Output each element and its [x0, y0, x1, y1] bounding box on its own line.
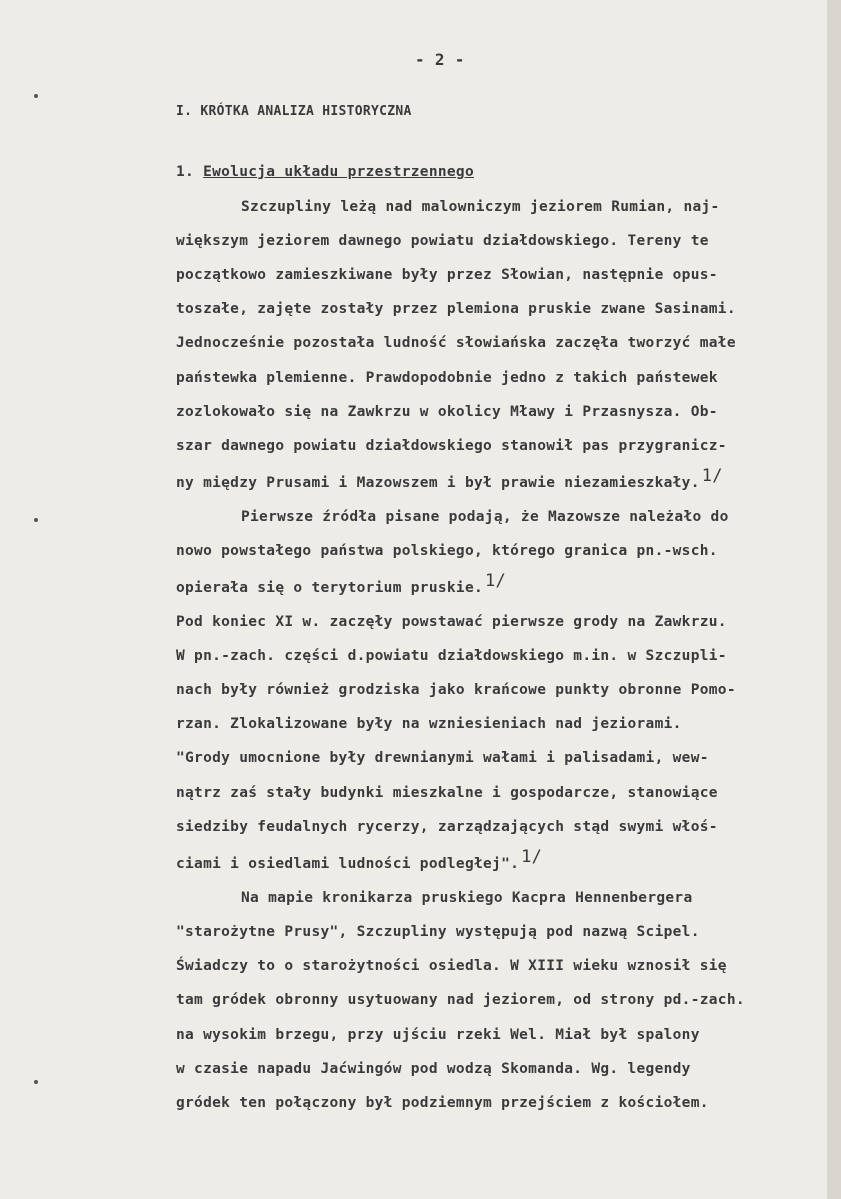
text-line: szar dawnego powiatu działdowskiego stanowił pas przygranicz- — [176, 438, 727, 454]
text-line — [176, 466, 723, 492]
text-line: "Grody umocnione były drewnianymi wałami i palisadami, wew- — [176, 750, 709, 766]
punch-hole — [34, 94, 38, 98]
text-line-content: ny między Prusami i Mazowszem i był prawie niezamieszkały. — [176, 475, 700, 491]
text-line — [176, 571, 507, 597]
text-line: Jednocześnie pozostała ludność słowiańska zaczęła tworzyć małe — [176, 335, 736, 351]
text-line: większym jeziorem dawnego powiatu działdowskiego. Tereny te — [176, 233, 709, 249]
text-line: Pierwsze źródła pisane podają, że Mazowsze należało do — [241, 509, 729, 525]
text-line: nątrz zaś stały budynki mieszkalne i gospodarcze, stanowiące — [176, 785, 718, 801]
text-line: nach były również grodziska jako krańcowe punkty obronne Pomo- — [176, 682, 736, 698]
subsection-title — [176, 164, 474, 180]
text-line-content: opierała się o terytorium pruskie. — [176, 580, 484, 596]
text-line: "starożytne Prusy", Szczupliny występują pod nazwą Scipel. — [176, 924, 700, 940]
punch-hole — [34, 1080, 38, 1084]
section-heading: I. KRÓTKA ANALIZA HISTORYCZNA — [176, 104, 412, 119]
page-number: - 2 - — [415, 50, 465, 69]
subsection-number: 1. — [176, 164, 195, 180]
text-line: w czasie napadu Jaćwingów pod wodzą Skomanda. Wg. legendy — [176, 1061, 691, 1077]
text-line: Świadczy to o starożytności osiedla. W XIII wieku wznosił się — [176, 958, 727, 974]
text-line: nowo powstałego państwa polskiego, którego granica pn.-wsch. — [176, 543, 718, 559]
text-line: Na mapie kronikarza pruskiego Kacpra Hennenbergera — [241, 890, 693, 906]
punch-hole — [34, 518, 38, 522]
subsection-text: Ewolucja układu przestrzennego — [203, 164, 474, 180]
text-line: Pod koniec XI w. zaczęły powstawać pierwsze grody na Zawkrzu. — [176, 614, 727, 630]
text-line: początkowo zamieszkiwane były przez Słowian, następnie opus- — [176, 267, 718, 283]
footnote-mark: 1/ — [485, 571, 507, 591]
text-line: państewka plemienne. Prawdopodobnie jedno z takich państewek — [176, 370, 718, 386]
footnote-mark: 1/ — [521, 847, 543, 867]
text-line-content: ciami i osiedlami ludności podległej". — [176, 856, 520, 872]
footnote-mark: 1/ — [701, 466, 723, 486]
text-line: W pn.-zach. części d.powiatu działdowskiego m.in. w Szczupli- — [176, 648, 727, 664]
text-line: gródek ten połączony był podziemnym przejściem z kościołem. — [176, 1095, 709, 1111]
page-edge — [827, 0, 841, 1199]
text-line: Szczupliny leżą nad malowniczym jeziorem Rumian, naj- — [241, 199, 720, 215]
text-line: siedziby feudalnych rycerzy, zarządzających stąd swymi włoś- — [176, 819, 718, 835]
text-line — [176, 847, 543, 873]
text-line: zozlokowało się na Zawkrzu w okolicy Mławy i Przasnysza. Ob- — [176, 404, 718, 420]
text-line: rzan. Zlokalizowane były na wzniesieniach nad jeziorami. — [176, 716, 682, 732]
text-line: na wysokim brzegu, przy ujściu rzeki Wel. Miał był spalony — [176, 1027, 700, 1043]
text-line: toszałe, zajęte zostały przez plemiona pruskie zwane Sasinami. — [176, 301, 736, 317]
text-line: tam gródek obronny usytuowany nad jeziorem, od strony pd.-zach. — [176, 992, 745, 1008]
